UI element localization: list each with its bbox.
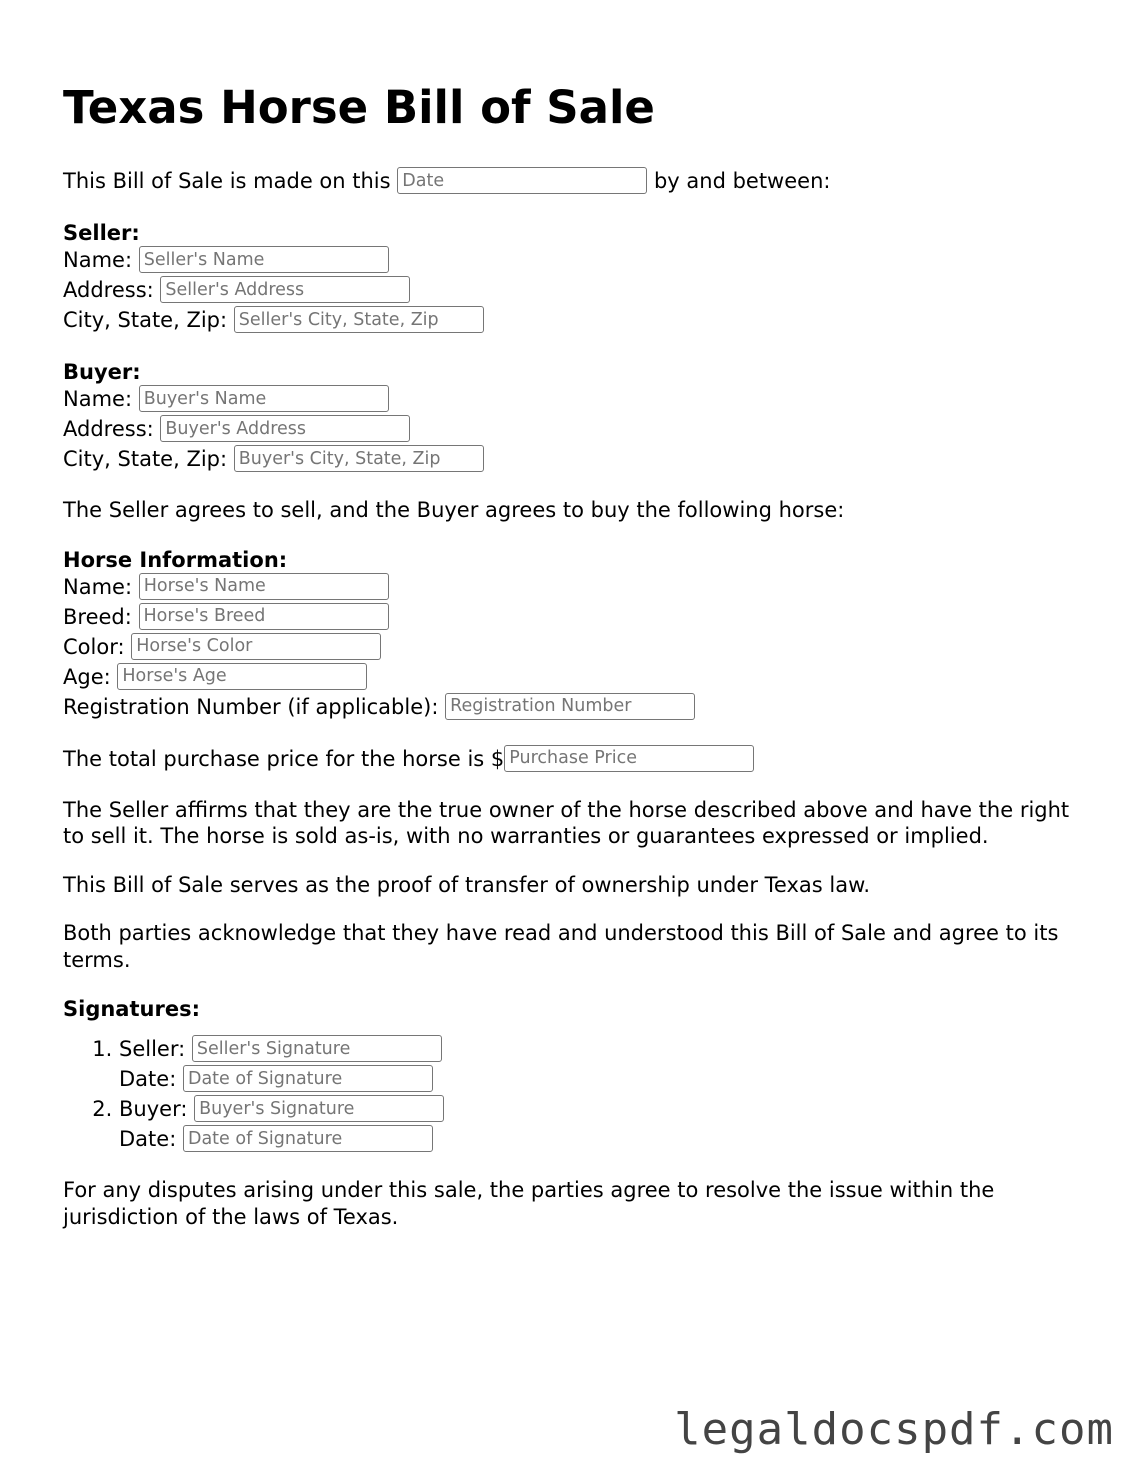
buyer-name-label: Name: (63, 387, 133, 411)
buyer-name-input[interactable] (139, 385, 389, 412)
buyer-name-row (63, 385, 1093, 415)
price-label: The total purchase price for the horse is $ (63, 746, 505, 771)
document-page (63, 78, 1093, 1230)
horse-name-label: Name: (63, 574, 133, 599)
seller-signature-date-input[interactable] (183, 1065, 433, 1092)
seller-signature-date-label: Date: (119, 1067, 177, 1091)
seller-address-row (63, 276, 1093, 306)
acknowledge-text: Both parties acknowledge that they have read and understood this Bill of Sale and agree to its terms. (63, 921, 1059, 972)
intro-prefix: This Bill of Sale is made on this (63, 169, 391, 193)
horse-breed-row (63, 603, 1093, 633)
buyer-signature-date-input[interactable] (183, 1125, 433, 1152)
watermark-text: legaldocspdf.com (674, 1404, 1114, 1455)
horse-registration-row (63, 693, 1093, 723)
signatures-section (63, 996, 1093, 1155)
seller-city-label: City, State, Zip: (63, 308, 228, 332)
seller-heading: Seller: (63, 221, 140, 245)
horse-breed-label: Breed: (63, 604, 132, 629)
seller-signature-input[interactable] (192, 1035, 442, 1062)
horse-name-input[interactable] (139, 573, 389, 600)
buyer-address-row (63, 415, 1093, 445)
horse-registration-label: Registration Number (if applicable): (63, 694, 439, 719)
horse-color-input[interactable] (131, 633, 381, 660)
buyer-city-label: City, State, Zip: (63, 447, 228, 471)
transfer-text: This Bill of Sale serves as the proof of transfer of ownership under Texas law. (63, 872, 871, 897)
seller-name-label: Name: (63, 248, 133, 272)
buyer-signature-input[interactable] (194, 1095, 444, 1122)
seller-address-input[interactable] (160, 276, 410, 303)
seller-signature-date-row (119, 1065, 1093, 1095)
buyer-signature-label: Buyer: (119, 1097, 188, 1121)
seller-signature-label: Seller: (119, 1037, 186, 1061)
horse-name-row (63, 573, 1093, 603)
buyer-signature-row (119, 1097, 444, 1121)
buyer-section (63, 359, 1093, 475)
horse-color-row (63, 633, 1093, 663)
horse-registration-input[interactable] (445, 693, 695, 720)
seller-name-input[interactable] (139, 246, 389, 273)
intro-line (63, 167, 1093, 197)
document-title: Texas Horse Bill of Sale (63, 81, 655, 134)
horse-breed-input[interactable] (139, 603, 389, 630)
horse-heading: Horse Information: (63, 547, 288, 572)
horse-age-row (63, 663, 1093, 693)
buyer-city-input[interactable] (234, 445, 484, 472)
buyer-signature-item (119, 1095, 1093, 1155)
buyer-signature-date-row (119, 1125, 1093, 1155)
seller-city-row (63, 306, 1093, 336)
buyer-city-row (63, 445, 1093, 475)
affirmation-text: The Seller affirms that they are the true owner of the horse described above and have the right to sell it. The horse is sold as-is, with no warranties or guarantees expressed or implied. (63, 797, 1070, 848)
purchase-price-input[interactable] (504, 745, 754, 772)
horse-age-input[interactable] (117, 663, 367, 690)
horse-color-label: Color: (63, 634, 125, 659)
disputes-text: For any disputes arising under this sale, the parties agree to resolve the issue within the jurisdiction of the laws of Texas. (63, 1178, 995, 1229)
price-row (63, 745, 1093, 775)
seller-signature-row (119, 1037, 442, 1061)
seller-address-label: Address: (63, 278, 154, 302)
horse-age-label: Age: (63, 664, 111, 689)
seller-section (63, 220, 1093, 336)
buyer-heading: Buyer: (63, 360, 141, 384)
sale-date-input[interactable] (397, 167, 647, 194)
buyer-address-input[interactable] (160, 415, 410, 442)
buyer-signature-date-label: Date: (119, 1127, 177, 1151)
seller-city-input[interactable] (234, 306, 484, 333)
seller-name-row (63, 246, 1093, 276)
seller-signature-item (119, 1035, 1093, 1095)
agreement-text: The Seller agrees to sell, and the Buyer agrees to buy the following horse: (63, 498, 845, 522)
signatures-heading: Signatures: (63, 997, 200, 1021)
horse-section (63, 547, 1093, 723)
signature-list (63, 1035, 1093, 1155)
intro-suffix: by and between: (653, 169, 831, 193)
buyer-address-label: Address: (63, 417, 154, 441)
